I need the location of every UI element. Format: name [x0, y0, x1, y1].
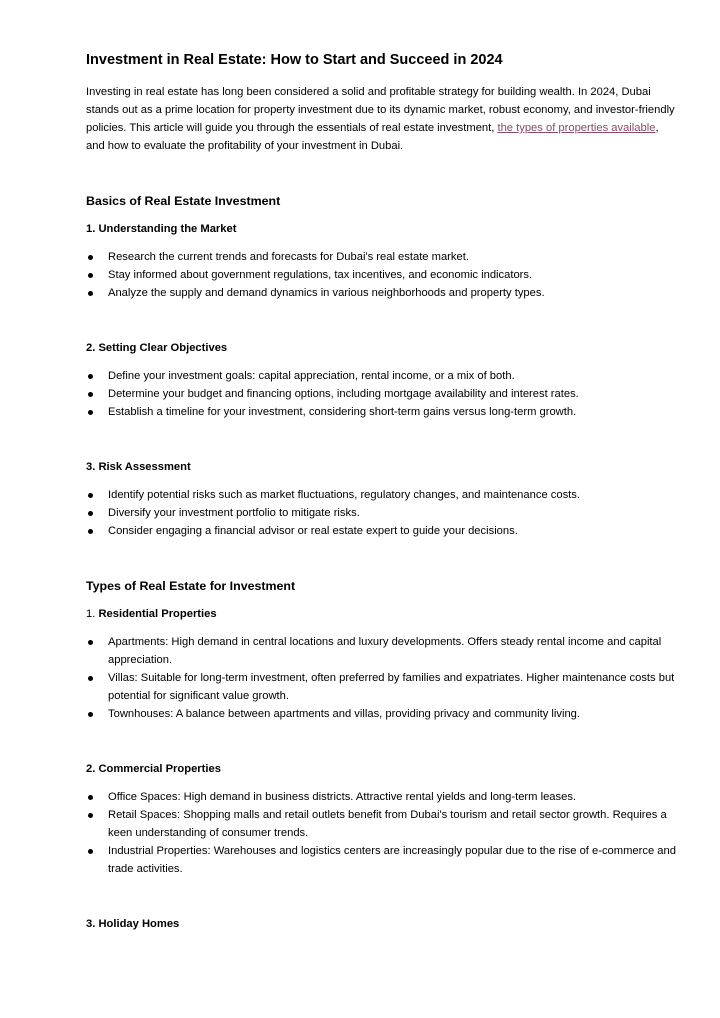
subheading-holiday-homes: 3. Holiday Homes: [86, 918, 180, 930]
list-item: Define your investment goals: capital appreciation, rental income, or a mix of both.: [86, 367, 676, 385]
document-page: [86, 50, 676, 933]
list-item: Consider engaging a financial advisor or real estate expert to guide your decisions.: [86, 522, 676, 540]
list-item: Analyze the supply and demand dynamics in various neighborhoods and property types.: [86, 284, 676, 302]
subheading-setting-objectives: 2. Setting Clear Objectives: [86, 342, 228, 354]
list-item: Determine your budget and financing options, including mortgage availability and interest rates.: [86, 385, 676, 403]
residential-number: 1.: [86, 608, 96, 620]
subheading-residential: [86, 605, 676, 623]
residential-list: [86, 633, 676, 723]
subheading-risk-assessment: 3. Risk Assessment: [86, 461, 191, 473]
intro-paragraph: [86, 83, 676, 155]
document-title: Investment in Real Estate: How to Start and Succeed in 2024: [86, 52, 503, 68]
section-heading-types: Types of Real Estate for Investment: [86, 579, 296, 593]
objectives-list: [86, 367, 676, 421]
list-item: Establish a timeline for your investment, considering short-term gains versus long-term growth.: [86, 403, 676, 421]
subheading-commercial: 2. Commercial Properties: [86, 763, 221, 775]
intro-text-before: Investing in real estate has long been considered a solid and profitable strategy for building wealth. In 2024, Dubai stands out as a prime location for property investment due to its dynamic market, robust economy, and investor-friendly policies. This article will guide you through the essentials of real estate investment,: [86, 86, 675, 134]
list-item: Townhouses: A balance between apartments and villas, providing privacy and community living.: [86, 705, 676, 723]
subheading-understanding-market: 1. Understanding the Market: [86, 223, 237, 235]
list-item: Villas: Suitable for long-term investment, often preferred by families and expatriates. Higher maintenance costs but potential for significant value growth.: [86, 669, 676, 705]
risk-list: [86, 486, 676, 540]
list-item: Retail Spaces: Shopping malls and retail outlets benefit from Dubai's tourism and retail sector growth. Requires a keen understanding of consumer trends.: [86, 806, 676, 842]
list-item: Research the current trends and forecasts for Dubai's real estate market.: [86, 248, 676, 266]
list-item: Stay informed about government regulations, tax incentives, and economic indicators.: [86, 266, 676, 284]
commercial-list: [86, 788, 676, 878]
section-heading-basics: Basics of Real Estate Investment: [86, 194, 281, 208]
types-of-properties-link[interactable]: the types of properties available: [497, 122, 656, 134]
list-item: Office Spaces: High demand in business districts. Attractive rental yields and long-term leases.: [86, 788, 676, 806]
intro-text-after: , and how to evaluate the profitability of your investment in Dubai.: [86, 122, 659, 152]
market-list: [86, 248, 676, 302]
list-item: Identify potential risks such as market fluctuations, regulatory changes, and maintenance costs.: [86, 486, 676, 504]
residential-heading-text: Residential Properties: [98, 608, 217, 620]
list-item: Apartments: High demand in central locations and luxury developments. Offers steady rental income and capital appreciation.: [86, 633, 676, 669]
list-item: Industrial Properties: Warehouses and logistics centers are increasingly popular due to the rise of e-commerce and trade activities.: [86, 842, 676, 878]
list-item: Diversify your investment portfolio to mitigate risks.: [86, 504, 676, 522]
